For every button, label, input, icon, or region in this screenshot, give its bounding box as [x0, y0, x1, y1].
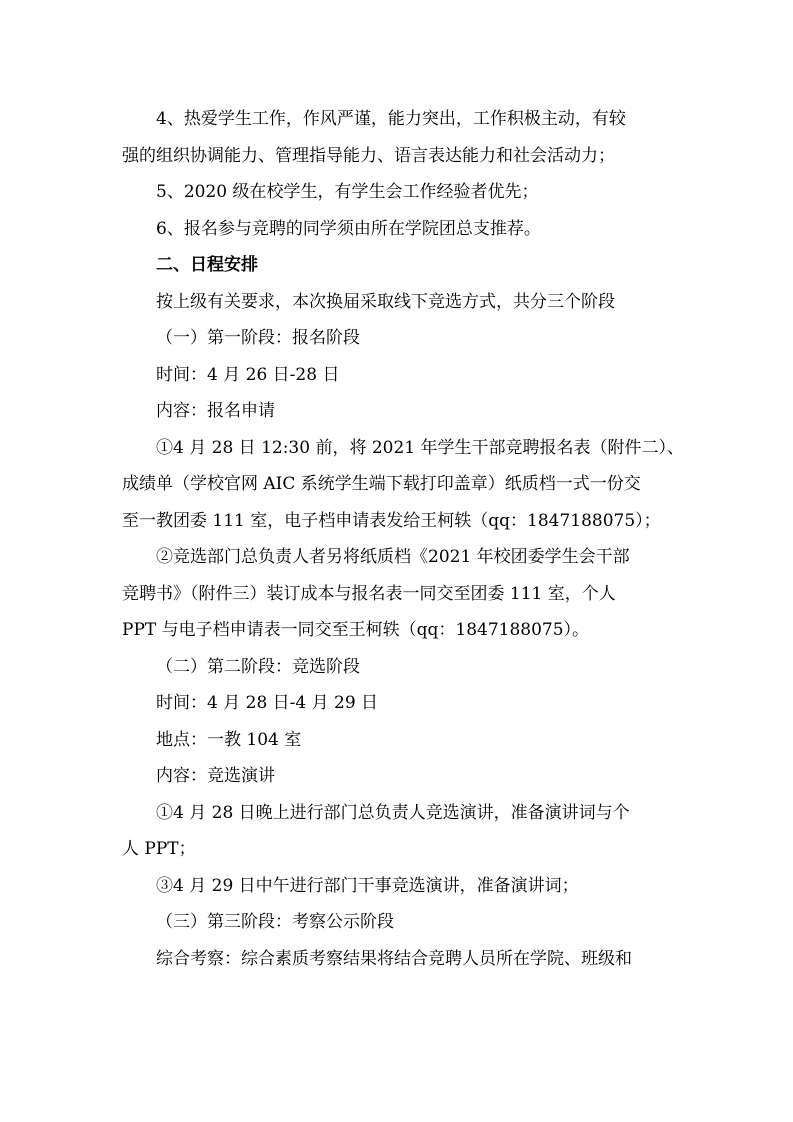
requirement-6: 6、报名参与竞聘的同学须由所在学院团总支推荐。: [156, 218, 541, 239]
phase-3-assessment: 综合考察：综合素质考察结果将结合竞聘人员所在学院、班级和: [156, 948, 632, 969]
phase-1-item-2-line-2: 竞聘书》（附件三）装订成本与报名表一同交至团委 111 室，个人: [122, 583, 616, 604]
phase-1-item-2-line-3: PPT 与电子档申请表一同交至王柯轶（qq：1847188075）。: [122, 620, 590, 640]
phase-2-item-1-line-1: ①4 月 28 日晚上进行部门总负责人竞选演讲，准备演讲词与个: [156, 802, 630, 823]
phase-1-content: 内容：报名申请: [156, 401, 275, 421]
requirement-5: 5、2020 级在校学生，有学生会工作经验者优先；: [156, 182, 539, 202]
phase-1-item-1-line-3: 至一教团委 111 室，电子档申请表发给王柯轶（qq：1847188075）；: [122, 510, 661, 531]
document-body: [122, 101, 685, 977]
phase-2-item-3: ③4 月 29 日中午进行部门干事竞选演讲，准备演讲词；: [156, 875, 579, 896]
requirement-4-line-1: 4、热爱学生工作，作风严谨，能力突出，工作积极主动，有较: [156, 109, 626, 129]
phase-2-content: 内容：竞选演讲: [156, 766, 275, 786]
phase-2-title: （二）第二阶段：竞选阶段: [156, 656, 360, 677]
phase-2-time: 时间：4 月 28 日-4 月 29 日: [156, 693, 379, 713]
phase-2-item-1-line-2: 人 PPT；: [122, 839, 196, 859]
schedule-intro: 按上级有关要求，本次换届采取线下竞选方式，共分三个阶段: [156, 291, 615, 312]
phase-1-item-2-line-1: ②竞选部门总负责人者另将纸质档《2021 年校团委学生会干部: [156, 547, 630, 567]
section-heading-schedule: 二、日程安排: [156, 255, 258, 275]
phase-2-location: 地点：一教 104 室: [156, 729, 302, 750]
phase-1-title: （一）第一阶段：报名阶段: [156, 328, 360, 348]
phase-1-item-1-line-2: 成绩单（学校官网 AIC 系统学生端下载打印盖章）纸质档一式一份交: [122, 474, 641, 494]
phase-1-item-1-line-1: ①4 月 28 日 12:30 前，将 2021 年学生干部竞聘报名表（附件二）、: [156, 437, 685, 458]
requirement-4-line-2: 强的组织协调能力、管理指导能力、语言表达能力和社会活动力；: [122, 145, 615, 166]
phase-1-time: 时间：4 月 26 日-28 日: [156, 364, 340, 385]
phase-3-title: （三）第三阶段：考察公示阶段: [156, 912, 394, 932]
